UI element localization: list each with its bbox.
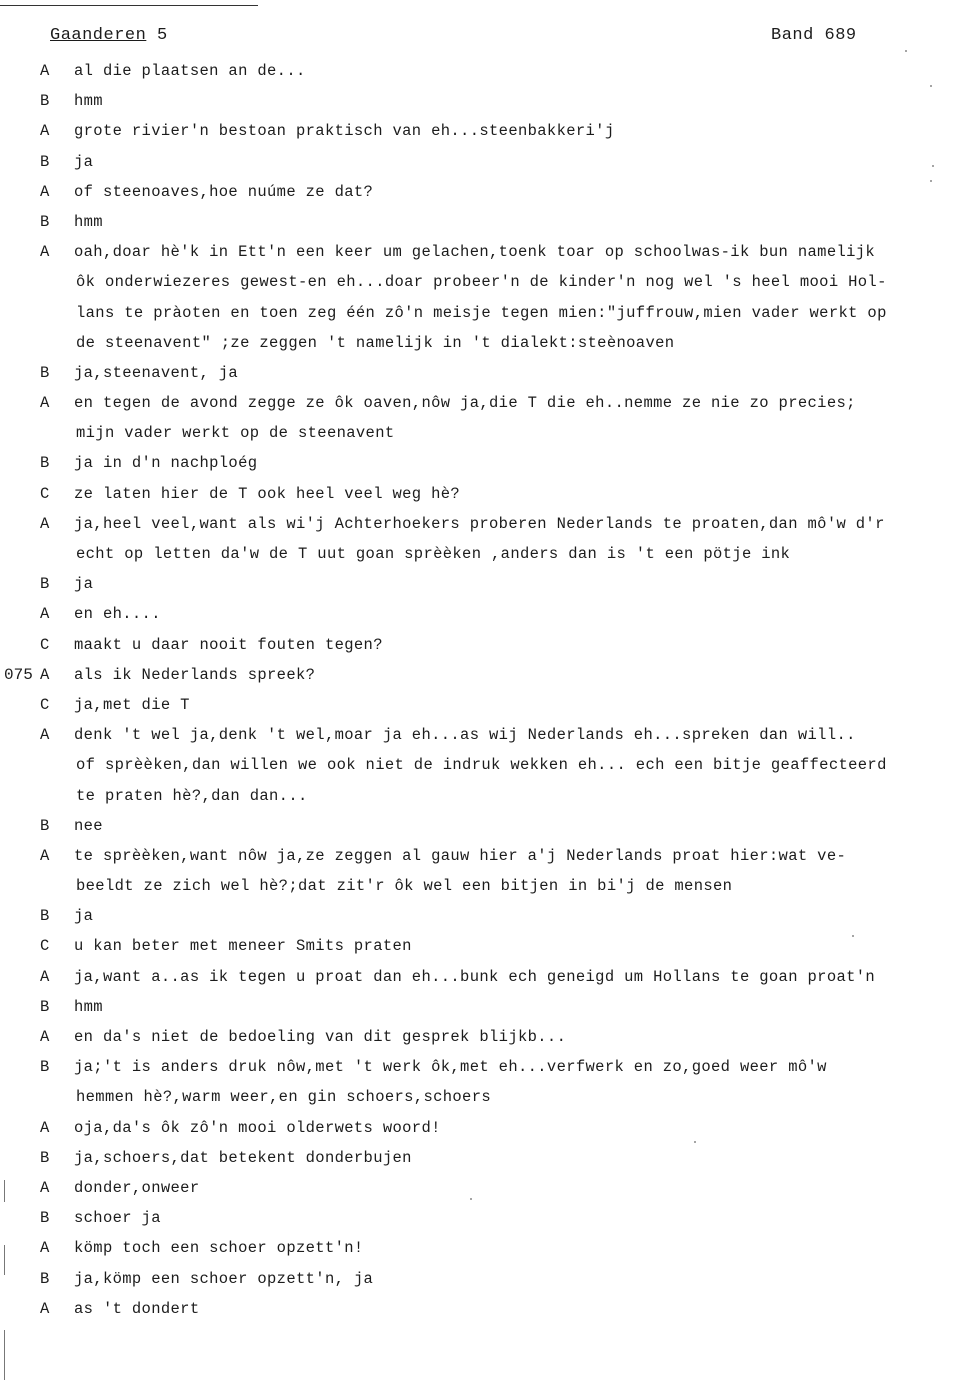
utterance-text: donder,onweer [74,1178,200,1197]
utterance-text: te sprèèken,want nôw ja,ze zeggen al gauw hier a'j Nederlands proat hier:wat ve- [74,846,847,865]
utterance-text: ja,kömp een schoer opzett'n, ja [74,1269,374,1288]
top-rule [0,5,258,6]
margin-mark [4,1330,5,1380]
utterance-text: oja,da's ôk zô'n mooi olderwets woord! [74,1118,441,1137]
transcript-line [0,750,966,780]
speaker-label: C [40,484,50,503]
speaker-label: A [40,1118,50,1137]
utterance-text: schoer ja [74,1209,161,1228]
transcript-line [0,1233,966,1263]
utterance-text: of sprèèken,dan willen we ook niet de indruk wekken eh... ech een bitje geaffecteerd [76,756,887,775]
transcript-line [0,1082,966,1112]
speaker-label: A [40,514,50,533]
utterance-text: lans te pràoten en toen zeg één zô'n meisje tegen mien:"juffrouw,mien vader werkt op [76,303,887,322]
speaker-label: B [40,907,50,926]
utterance-text: beeldt ze zich wel hè?;dat zit'r ôk wel een bitjen in bi'j de mensen [76,877,733,896]
page-header-place [50,26,168,45]
utterance-text: nee [74,816,103,835]
transcript-line [0,328,966,358]
scan-speck [470,1198,472,1200]
speaker-label: A [40,726,50,745]
transcript-line [0,479,966,509]
scan-speck [694,1141,696,1143]
transcript-line [0,599,966,629]
margin-mark [4,1245,5,1275]
speaker-label: B [40,575,50,594]
transcript-line [0,177,966,207]
utterance-text: ja in d'n nachploég [74,454,258,473]
speaker-label: A [40,1028,50,1046]
speaker-label: B [40,997,50,1016]
utterance-text: en eh.... [74,605,161,624]
utterance-text: ja,met die T [74,695,190,714]
speaker-label: B [40,816,50,835]
transcript-line [0,1203,966,1233]
speaker-label: A [40,967,50,986]
utterance-text: ze laten hier de T ook heel veel weg hè? [74,484,461,503]
speaker-label: A [40,1239,50,1258]
utterance-text: ja [74,575,94,594]
scan-speck [930,85,932,87]
transcript-line [0,1173,966,1203]
transcript-line [0,358,966,388]
speaker-label: A [40,605,50,624]
speaker-label: C [40,695,50,714]
transcript-line [0,569,966,599]
transcript-line [0,448,966,478]
transcript-line [0,992,966,1022]
transcript [0,56,966,1324]
transcript-line [0,86,966,116]
speaker-label: A [40,1178,50,1197]
speaker-label: A [40,1299,50,1318]
utterance-text: ja,want a..as ik tegen u proat dan eh...bunk ech geneigd um Hollans te goan proat'n [74,967,876,986]
transcript-line [0,116,966,146]
utterance-text: kömp toch een schoer opzett'n! [74,1239,364,1258]
speaker-label: A [40,182,50,201]
transcript-line [0,962,966,992]
utterance-text: as 't dondert [74,1299,200,1318]
speaker-label: A [40,243,50,262]
utterance-text: ôk onderwiezeres gewest-en eh...doar probeer'n de kinder'n nog wel 's heel mooi Hol- [76,273,887,292]
utterance-text: maakt u daar nooit fouten tegen? [74,635,383,654]
speaker-label: B [40,92,50,111]
transcript-line [0,1143,966,1173]
speaker-label: B [40,152,50,171]
transcript-line [0,931,966,961]
speaker-label: B [40,1148,50,1167]
transcript-line [0,267,966,297]
transcript-line [0,841,966,871]
utterance-text: ja,heel veel,want als wi'j Achterhoekers proberen Nederlands te proaten,dan mô'w d'r [74,514,885,533]
transcript-line [0,1294,966,1324]
speaker-label: B [40,1058,50,1077]
utterance-text: en tegen de avond zegge ze ôk oaven,nôw ja,die T die eh..nemme ze nie zo precies; [74,394,856,413]
speaker-label: C [40,937,50,956]
utterance-text: ja [74,152,94,171]
transcript-line [0,690,966,720]
transcript-line [0,298,966,328]
band-number: 689 [824,26,857,45]
scan-speck [852,935,854,937]
speaker-label: B [40,1209,50,1228]
utterance-text: echt op letten da'w de T uut goan sprèèken ,anders dan is 't een pötje ink [76,545,791,563]
speaker-label: A [40,122,50,141]
utterance-text: mijn vader werkt op de steenavent [76,424,395,443]
transcript-line [0,720,966,750]
utterance-text: of steenoaves,hoe nuúme ze dat? [74,182,374,201]
utterance-text: als ik Nederlands spreek? [74,665,316,684]
speaker-label: C [40,635,50,654]
transcript-line [0,418,966,448]
band-label-group [771,26,857,45]
transcript-line [0,781,966,811]
page-number: 5 [157,26,168,45]
speaker-label: B [40,454,50,473]
utterance-text: hmm [74,997,103,1016]
scan-speck [930,180,932,182]
utterance-text: al die plaatsen an de... [74,62,306,80]
utterance-text: ja;'t is anders druk nôw,met 't werk ôk,met eh...verfwerk en zo,goed weer mô'w [74,1058,827,1077]
transcript-line [0,237,966,267]
transcript-line [0,901,966,931]
transcript-line [0,147,966,177]
transcript-line [0,630,966,660]
utterance-text: en da's niet de bedoeling van dit gesprek blijkb... [74,1028,567,1046]
utterance-text: u kan beter met meneer Smits praten [74,937,412,956]
margin-mark [4,1180,5,1202]
utterance-text: te praten hè?,dan dan... [76,786,308,805]
transcript-line [0,388,966,418]
scan-speck [932,165,934,167]
band-label: Band [771,26,814,45]
utterance-text: ja,steenavent, ja [74,363,239,382]
transcript-line [0,1264,966,1294]
speaker-label: B [40,363,50,382]
scan-speck [905,50,907,52]
place-name: Gaanderen [50,26,147,45]
utterance-text: ja [74,907,94,926]
utterance-text: hmm [74,92,103,111]
transcript-line [0,539,966,569]
speaker-label: B [40,212,50,231]
utterance-text: ja,schoers,dat betekent donderbujen [74,1148,412,1167]
transcript-line [0,871,966,901]
speaker-label: A [40,394,50,413]
speaker-label: B [40,1269,50,1288]
transcript-line [0,660,966,690]
utterance-text: de steenavent" ;ze zeggen 't namelijk in 't dialekt:steènoaven [76,333,675,352]
transcript-line [0,1113,966,1143]
utterance-text: hemmen hè?,warm weer,en gin schoers,schoers [76,1088,492,1107]
speaker-label: A [40,846,50,865]
utterance-text: oah,doar hè'k in Ett'n een keer um gelachen,toenk toar op schoolwas-ik bun namelijk [74,243,876,262]
transcript-line [0,811,966,841]
transcript-line [0,509,966,539]
utterance-text: hmm [74,212,103,231]
transcript-line [0,207,966,237]
utterance-text: denk 't wel ja,denk 't wel,moar ja eh...as wij Nederlands eh...spreken dan will.. [74,726,856,745]
speaker-label: A [40,665,50,684]
transcript-line [0,1052,966,1082]
utterance-text: grote rivier'n bestoan praktisch van eh...steenbakkeri'j [74,122,615,141]
speaker-label: A [40,62,50,80]
transcript-line [0,56,966,86]
margin-number: 075 [4,665,33,684]
transcript-line [0,1022,966,1052]
